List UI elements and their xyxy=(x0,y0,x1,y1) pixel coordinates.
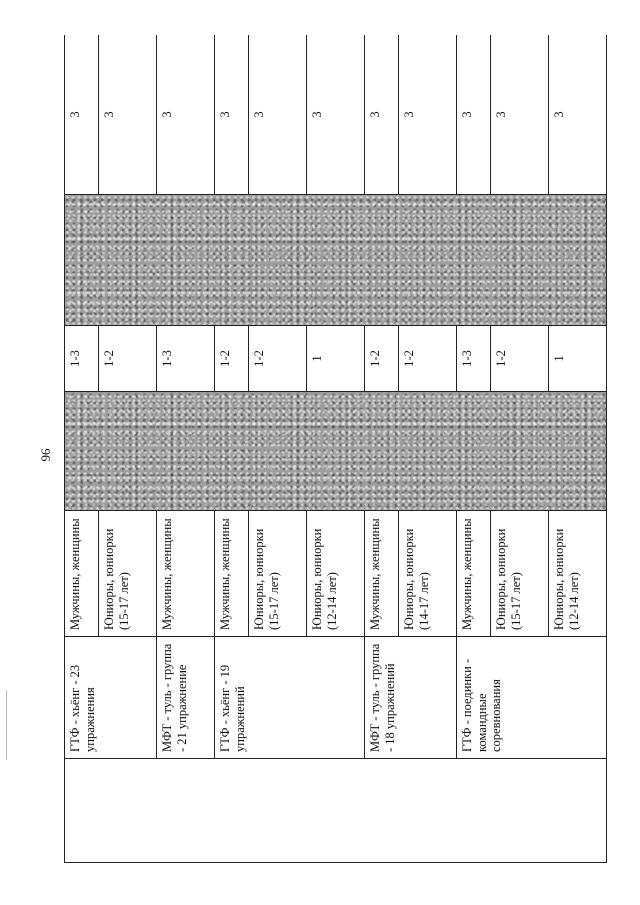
discipline-cell: МФТ - туль - группа - 18 упражнений xyxy=(364,637,456,759)
scan-edge-mark xyxy=(6,690,7,760)
value-cell: 3 xyxy=(307,35,365,195)
category-cell xyxy=(65,759,607,863)
range-cell: 1-2 xyxy=(364,326,398,392)
discipline-cell: ГТФ - хьёнг - 23 упражнения xyxy=(65,637,157,759)
range-cell: 1 xyxy=(307,326,365,392)
group-cell: Мужчины, женщины xyxy=(65,511,99,637)
range-cell: 1-2 xyxy=(214,326,248,392)
value-cell: 3 xyxy=(549,35,607,195)
value-cell: 3 xyxy=(99,35,157,195)
value-cell: 3 xyxy=(249,35,307,195)
group-cell: Мужчины, женщины xyxy=(214,511,248,637)
group-cell: Юниоры, юниорки (15-17 лет) xyxy=(249,511,307,637)
group-cell: Юниоры, юниорки (12-14 лет) xyxy=(307,511,365,637)
table-container xyxy=(64,35,607,863)
shaded-column-2 xyxy=(65,195,607,326)
discipline-cell: ГТФ - поединки - командные соревнования xyxy=(456,637,606,759)
range-cell: 1 xyxy=(549,326,607,392)
range-cell: 1-2 xyxy=(249,326,307,392)
group-cell: Юниоры, юниорки (15-17 лет) xyxy=(491,511,549,637)
group-cell: Юниоры, юниорки (12-14 лет) xyxy=(549,511,607,637)
range-cell: 1-3 xyxy=(456,326,490,392)
value-cell: 3 xyxy=(399,35,457,195)
group-cell: Мужчины, женщины xyxy=(456,511,490,637)
value-cell: 3 xyxy=(65,35,99,195)
table-row xyxy=(65,35,99,863)
range-cell: 1-2 xyxy=(491,326,549,392)
group-cell: Мужчины, женщины xyxy=(157,511,215,637)
group-cell: Юниоры, юниорки (15-17 лет) xyxy=(99,511,157,637)
group-cell: Мужчины, женщины xyxy=(364,511,398,637)
value-cell: 3 xyxy=(157,35,215,195)
value-cell: 3 xyxy=(364,35,398,195)
value-cell: 3 xyxy=(214,35,248,195)
range-cell: 1-2 xyxy=(99,326,157,392)
range-cell: 1-2 xyxy=(399,326,457,392)
page-number: 96 xyxy=(38,448,53,462)
results-table xyxy=(64,35,607,863)
value-cell: 3 xyxy=(491,35,549,195)
discipline-cell: ГТФ - хьёнг - 19 упражнений xyxy=(214,637,364,759)
shaded-column-1 xyxy=(65,392,607,511)
group-cell: Юниоры, юниорки (14-17 лет) xyxy=(399,511,457,637)
range-cell: 1-3 xyxy=(157,326,215,392)
discipline-cell: МФТ - туль - группа - 21 упражнение xyxy=(157,637,215,759)
value-cell: 3 xyxy=(456,35,490,195)
range-cell: 1-3 xyxy=(65,326,99,392)
